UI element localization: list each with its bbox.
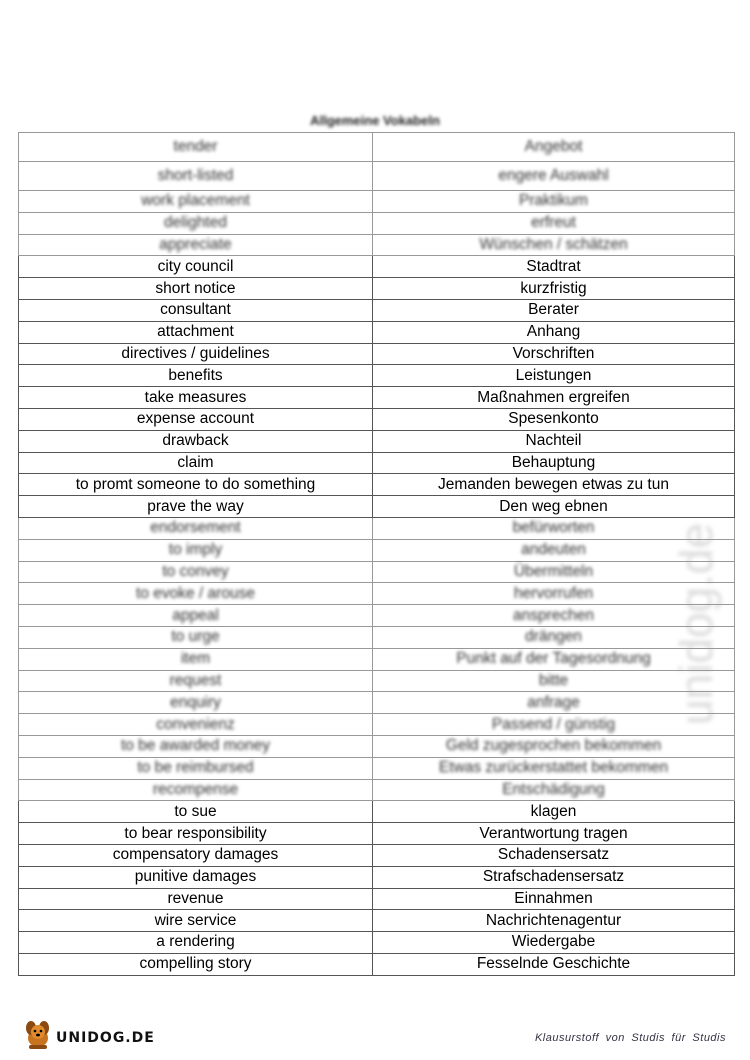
english-term-cell: short-listed (19, 162, 373, 191)
english-term-cell: to convey (19, 561, 373, 583)
table-row (19, 779, 735, 801)
english-term-cell: to bear responsibility (19, 823, 373, 845)
table-row (19, 714, 735, 736)
german-term-cell: hervorrufen (373, 583, 735, 605)
table-row (19, 910, 735, 932)
english-term-cell: compelling story (19, 953, 373, 975)
table-row (19, 234, 735, 256)
table-row (19, 866, 735, 888)
table-row (19, 823, 735, 845)
german-term-cell: drängen (373, 626, 735, 648)
english-term-cell: take measures (19, 387, 373, 409)
german-term-cell: Stadtrat (373, 256, 735, 278)
english-term-cell: punitive damages (19, 866, 373, 888)
english-term-cell: tender (19, 133, 373, 162)
english-term-cell: appreciate (19, 234, 373, 256)
german-term-cell: Angebot (373, 133, 735, 162)
table-row (19, 212, 735, 234)
page-title: Allgemeine Vokabeln (310, 113, 440, 128)
table-row (19, 452, 735, 474)
german-term-cell: Etwas zurückerstattet bekommen (373, 757, 735, 779)
english-term-cell: compensatory damages (19, 844, 373, 866)
german-term-cell: Anhang (373, 321, 735, 343)
english-term-cell: claim (19, 452, 373, 474)
english-term-cell: recompense (19, 779, 373, 801)
english-term-cell: to be awarded money (19, 735, 373, 757)
english-term-cell: item (19, 648, 373, 670)
table-row (19, 888, 735, 910)
german-term-cell: Übermitteln (373, 561, 735, 583)
table-row (19, 430, 735, 452)
english-term-cell: delighted (19, 212, 373, 234)
english-term-cell: city council (19, 256, 373, 278)
german-term-cell: Spesenkonto (373, 408, 735, 430)
table-row (19, 299, 735, 321)
english-term-cell: endorsement (19, 517, 373, 539)
table-row (19, 583, 735, 605)
table-row (19, 517, 735, 539)
german-term-cell: Maßnahmen ergreifen (373, 387, 735, 409)
english-term-cell: appeal (19, 605, 373, 627)
table-row (19, 191, 735, 213)
german-term-cell: Behauptung (373, 452, 735, 474)
german-term-cell: Entschädigung (373, 779, 735, 801)
german-term-cell: Nachrichtenagentur (373, 910, 735, 932)
watermark-text: unidog.de (670, 522, 722, 725)
logo-text: UNIDOG.DE (56, 1030, 155, 1046)
unidog-logo[interactable] (22, 1018, 182, 1052)
table-row (19, 343, 735, 365)
german-term-cell: Berater (373, 299, 735, 321)
table-row (19, 321, 735, 343)
english-term-cell: to evoke / arouse (19, 583, 373, 605)
dog-icon (22, 1018, 54, 1052)
german-term-cell: Verantwortung tragen (373, 823, 735, 845)
english-term-cell: directives / guidelines (19, 343, 373, 365)
table-row (19, 561, 735, 583)
table-row (19, 844, 735, 866)
german-term-cell: Vorschriften (373, 343, 735, 365)
table-row (19, 692, 735, 714)
german-term-cell: erfreut (373, 212, 735, 234)
english-term-cell: to be reimbursed (19, 757, 373, 779)
german-term-cell: Jemanden bewegen etwas zu tun (373, 474, 735, 496)
english-term-cell: drawback (19, 430, 373, 452)
english-term-cell: revenue (19, 888, 373, 910)
german-term-cell: Einnahmen (373, 888, 735, 910)
english-term-cell: to promt someone to do something (19, 474, 373, 496)
table-row (19, 387, 735, 409)
german-term-cell: Passend / günstig (373, 714, 735, 736)
table-row (19, 408, 735, 430)
table-row (19, 670, 735, 692)
german-term-cell: Schadensersatz (373, 844, 735, 866)
table-row (19, 735, 735, 757)
german-term-cell: Fesselnde Geschichte (373, 953, 735, 975)
english-term-cell: to urge (19, 626, 373, 648)
german-term-cell: klagen (373, 801, 735, 823)
footer-tagline: Klausurstoff von Studis für Studis (534, 1032, 726, 1044)
english-term-cell: expense account (19, 408, 373, 430)
german-term-cell: Wiedergabe (373, 932, 735, 954)
english-term-cell: consultant (19, 299, 373, 321)
table-row (19, 365, 735, 387)
table-row (19, 626, 735, 648)
table-row (19, 162, 735, 191)
english-term-cell: request (19, 670, 373, 692)
table-row (19, 953, 735, 975)
german-term-cell: bitte (373, 670, 735, 692)
table-row (19, 757, 735, 779)
english-term-cell: to imply (19, 539, 373, 561)
german-term-cell: Punkt auf der Tagesordnung (373, 648, 735, 670)
table-row (19, 474, 735, 496)
german-term-cell: Geld zugesprochen bekommen (373, 735, 735, 757)
table-row (19, 648, 735, 670)
german-term-cell: Den weg ebnen (373, 496, 735, 518)
german-term-cell: Praktikum (373, 191, 735, 213)
german-term-cell: Wünschen / schätzen (373, 234, 735, 256)
german-term-cell: ansprechen (373, 605, 735, 627)
table-row (19, 932, 735, 954)
watermark (670, 285, 730, 725)
table-row (19, 539, 735, 561)
english-term-cell: attachment (19, 321, 373, 343)
english-term-cell: a rendering (19, 932, 373, 954)
table-row (19, 133, 735, 162)
english-term-cell: convenienz (19, 714, 373, 736)
table-row (19, 256, 735, 278)
table-row (19, 496, 735, 518)
english-term-cell: short notice (19, 278, 373, 300)
table-row (19, 801, 735, 823)
english-term-cell: prave the way (19, 496, 373, 518)
german-term-cell: anfrage (373, 692, 735, 714)
english-term-cell: enquiry (19, 692, 373, 714)
table-row (19, 605, 735, 627)
german-term-cell: kurzfristig (373, 278, 735, 300)
english-term-cell: benefits (19, 365, 373, 387)
german-term-cell: Leistungen (373, 365, 735, 387)
german-term-cell: Nachteil (373, 430, 735, 452)
german-term-cell: befürworten (373, 517, 735, 539)
german-term-cell: andeuten (373, 539, 735, 561)
english-term-cell: wire service (19, 910, 373, 932)
english-term-cell: to sue (19, 801, 373, 823)
german-term-cell: engere Auswahl (373, 162, 735, 191)
german-term-cell: Strafschadensersatz (373, 866, 735, 888)
table-row (19, 278, 735, 300)
vocabulary-table (18, 132, 735, 976)
english-term-cell: work placement (19, 191, 373, 213)
